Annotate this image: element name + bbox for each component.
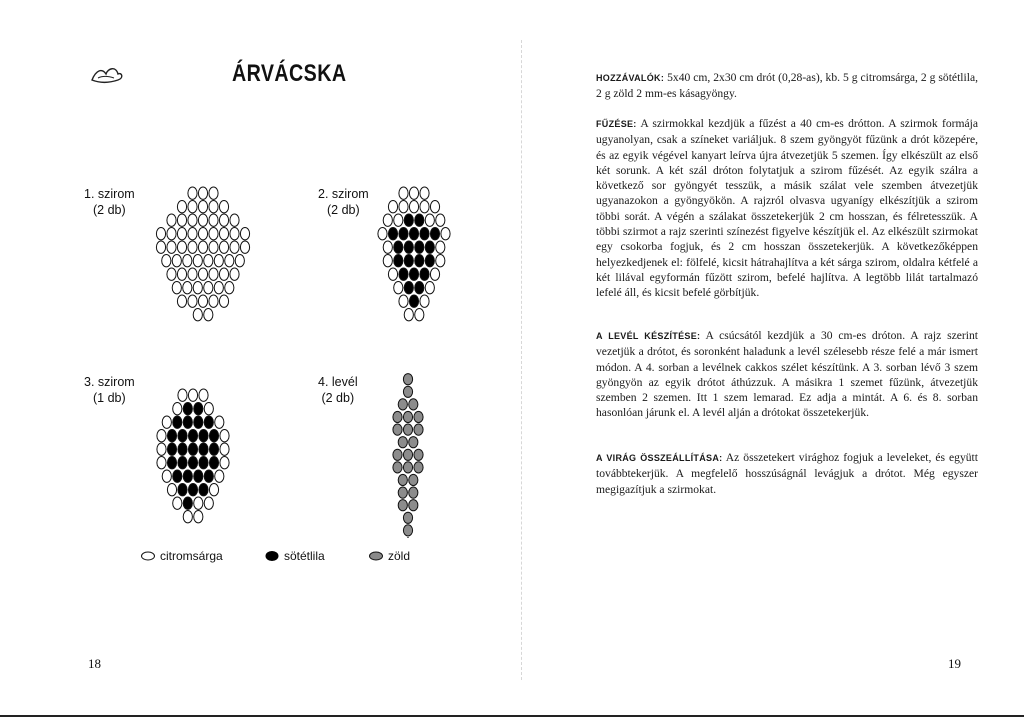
bead [209, 187, 218, 199]
bead [425, 282, 434, 294]
bead [204, 497, 213, 509]
bead [394, 214, 403, 226]
bead [404, 282, 413, 294]
bead [425, 214, 434, 226]
bead [230, 241, 239, 253]
bead [393, 424, 402, 435]
bead [398, 487, 407, 498]
bead [183, 416, 192, 428]
bead [403, 525, 412, 536]
bead [394, 241, 403, 253]
bead [430, 268, 439, 280]
bead [214, 255, 223, 267]
bead [162, 255, 171, 267]
bead [430, 228, 439, 240]
bead [198, 228, 207, 240]
bead [383, 214, 392, 226]
bead [420, 295, 429, 307]
bead [409, 399, 418, 410]
bead [225, 282, 234, 294]
bead [209, 484, 218, 496]
leaf-body: A csúcsától kezdjük a 30 cm-es dróton. A rajz szerint vezetjük a drótot, és soronként haladunk a levél szélesebb része felé a már ismert módon. A 4. sorban a levélnek cakkos szélet készítünk. A 3. sorban lévő 3 szem gyöngyön az egyik drótot áthúzzuk. A másikra 1 szemet fűzünk, átvezetjük szemben 2 szemen. Itt 1 szem lemarad. Ez adja a mintát. A 6. és 8. sorban hasonlóan járunk el. A levél alján a drótokat összetekerjük. [596, 329, 978, 420]
bead [219, 228, 228, 240]
bead [193, 255, 202, 267]
bead [209, 430, 218, 442]
legend-purple-label: sötétlila [284, 549, 325, 563]
bead [415, 241, 424, 253]
leaf-section [596, 328, 978, 421]
bead [420, 268, 429, 280]
pattern-4-name: 4. levél [318, 375, 358, 389]
bead [177, 201, 186, 213]
bead [214, 282, 223, 294]
bead [188, 214, 197, 226]
bead [398, 437, 407, 448]
bead [398, 399, 407, 410]
bead [198, 201, 207, 213]
bead [199, 457, 208, 469]
bead [188, 295, 197, 307]
bead [173, 497, 182, 509]
bead [399, 201, 408, 213]
bead [220, 457, 229, 469]
bead [178, 484, 187, 496]
bead [399, 228, 408, 240]
assembly-section [596, 450, 978, 497]
bead [167, 241, 176, 253]
bead [177, 268, 186, 280]
bead [183, 497, 192, 509]
pattern-2-count: (2 db) [327, 203, 360, 217]
bead [403, 449, 412, 460]
bead [436, 255, 445, 267]
bead [167, 228, 176, 240]
bead [173, 403, 182, 415]
bead [409, 474, 418, 485]
bead [193, 282, 202, 294]
bead [167, 484, 176, 496]
bead [436, 214, 445, 226]
bead [194, 497, 203, 509]
bead [209, 241, 218, 253]
bead [178, 430, 187, 442]
bead [178, 389, 187, 401]
bead [403, 462, 412, 473]
bead [177, 214, 186, 226]
legend-green [368, 549, 410, 563]
pattern-1-name: 1. szirom [84, 187, 135, 201]
bead [198, 268, 207, 280]
bead [409, 201, 418, 213]
bead [230, 214, 239, 226]
bead [393, 462, 402, 473]
bead [178, 443, 187, 455]
bead [198, 187, 207, 199]
bead [157, 457, 166, 469]
bead [425, 241, 434, 253]
bead [177, 241, 186, 253]
bead [204, 470, 213, 482]
legend-yellow-label: citromsárga [160, 549, 223, 563]
bead [404, 214, 413, 226]
bead [414, 411, 423, 422]
bead [209, 457, 218, 469]
leaf-heading: A LEVÉL KÉSZÍTÉSE: [596, 331, 701, 341]
legend-purple [264, 549, 325, 563]
bead [172, 282, 181, 294]
assembly-heading: A VIRÁG ÖSSZEÁLLÍTÁSA: [596, 453, 723, 463]
bead [209, 201, 218, 213]
bead [219, 214, 228, 226]
bead [220, 443, 229, 455]
bead [209, 443, 218, 455]
bead [409, 187, 418, 199]
pattern-2-label [318, 186, 369, 218]
green-bead-icon [368, 551, 384, 561]
bead [162, 470, 171, 482]
bead [215, 416, 224, 428]
bead [414, 462, 423, 473]
bead [194, 470, 203, 482]
bead [199, 443, 208, 455]
bead [198, 241, 207, 253]
bead [430, 201, 439, 213]
bead [198, 214, 207, 226]
bead [204, 255, 213, 267]
bead [388, 228, 397, 240]
bead [441, 228, 450, 240]
bead [156, 241, 165, 253]
page-title: ÁRVÁCSKA [232, 60, 347, 87]
bead [199, 430, 208, 442]
bead [183, 511, 192, 523]
bead [167, 214, 176, 226]
bead [393, 449, 402, 460]
pattern-3-bead-diagram [138, 388, 248, 538]
bead [399, 187, 408, 199]
bead [225, 255, 234, 267]
pattern-2-name: 2. szirom [318, 187, 369, 201]
bead [399, 295, 408, 307]
bead [188, 457, 197, 469]
bead [409, 437, 418, 448]
bead [404, 255, 413, 267]
pattern-3-name: 3. szirom [84, 375, 135, 389]
bead [409, 295, 418, 307]
pattern-4-bead-diagram [378, 372, 438, 538]
bead [230, 268, 239, 280]
bead [188, 430, 197, 442]
yellow-bead-icon [140, 551, 156, 561]
bead [183, 255, 192, 267]
pattern-3-label [84, 374, 135, 406]
bead [177, 228, 186, 240]
page-number-left: 18 [88, 656, 101, 671]
materials-section [596, 70, 978, 102]
bead [383, 255, 392, 267]
bead [204, 416, 213, 428]
stringing-section [596, 116, 978, 301]
bead [199, 389, 208, 401]
bead [204, 282, 213, 294]
purple-bead-icon [264, 551, 280, 561]
bead [177, 295, 186, 307]
stringing-heading: FŰZÉSE: [596, 119, 637, 129]
bead [414, 449, 423, 460]
bottom-rule [0, 715, 1024, 717]
bead [162, 416, 171, 428]
bead [404, 309, 413, 321]
bead [425, 255, 434, 267]
bead [383, 241, 392, 253]
bead [378, 228, 387, 240]
pattern-1-count: (2 db) [93, 203, 126, 217]
assembly-body: Az összetekert virághoz fogjuk a leveleket, és együtt továbbtekerjük. A megfelelő hosszúságnál levágjuk a drótot. Még egyszer megigazítjuk a szirmokat. [596, 451, 978, 496]
bead [415, 309, 424, 321]
bead [403, 374, 412, 385]
bead [415, 214, 424, 226]
bead [188, 443, 197, 455]
bead [219, 295, 228, 307]
bead [199, 484, 208, 496]
bead [209, 214, 218, 226]
bead [415, 255, 424, 267]
bead [409, 500, 418, 511]
bead [398, 474, 407, 485]
flower-decoration-icon [88, 64, 128, 88]
bead [173, 470, 182, 482]
bead [188, 268, 197, 280]
bead [219, 201, 228, 213]
bead [415, 282, 424, 294]
bead [167, 268, 176, 280]
bead [188, 187, 197, 199]
bead [230, 228, 239, 240]
bead [209, 268, 218, 280]
bead [188, 484, 197, 496]
stringing-body: A szirmokkal kezdjük a fűzést a 40 cm-es drótton. A szirmok formája ugyanolyan, csak a színeket variáljuk. 8 szem gyöngyöt fűzünk a drót közepére, és az egyik végével kanyart leírva újra átvezetjük 5 szemen. Így elkészült az első két sorunk. A két szál dróton folytatjuk a szirom fűzését. Az egyik szálra a következő sor gyöngyét tesszük, a másik szálat vele szemben átvezetjük ugyanazokon a gyöngyökön. A rajzról olvasva ugyanígy elkészítjük a szirom többi sorát. A végén a szálakat összetekerjük 2 cm hosszan, és félretesszük. A többi szirmot a rajz szerinti színezést figyelve készítjük el. Az elkészült szirmokat egy csokorba fogjuk, és 2 cm hosszan összetekerjük. A következőképpen helyezkedjenek el: fölfelé, kicsit hátrahajlítva a két sárga szirom, oldalra kétfelé a két lilával egyformán fűzött szirom, befelé hajlítva. A legtöbb lilát tartalmazó lefelé áll, és kicsit befelé görbítjük. [596, 117, 979, 300]
bead [404, 241, 413, 253]
bead [388, 268, 397, 280]
bead [403, 386, 412, 397]
bead [394, 255, 403, 267]
bead [420, 228, 429, 240]
bead [403, 411, 412, 422]
bead [215, 470, 224, 482]
bead [204, 403, 213, 415]
bead [409, 228, 418, 240]
page-number-right: 19 [948, 656, 961, 671]
bead [394, 282, 403, 294]
bead [209, 228, 218, 240]
bead [204, 309, 213, 321]
bead [172, 255, 181, 267]
bead [183, 282, 192, 294]
legend-green-label: zöld [388, 549, 411, 563]
bead [240, 241, 249, 253]
bead [156, 228, 165, 240]
bead [188, 389, 197, 401]
bead [183, 470, 192, 482]
bead [235, 255, 244, 267]
pattern-4-label [318, 374, 358, 406]
bead [220, 430, 229, 442]
bead [409, 487, 418, 498]
bead [409, 268, 418, 280]
bead [194, 403, 203, 415]
bead [167, 443, 176, 455]
bead [393, 411, 402, 422]
bead [178, 457, 187, 469]
bead [209, 295, 218, 307]
bead [198, 295, 207, 307]
materials-heading: HOZZÁVALÓK: [596, 73, 665, 83]
pattern-2-bead-diagram [366, 186, 462, 336]
bead [398, 500, 407, 511]
bead [193, 309, 202, 321]
bead [436, 241, 445, 253]
pattern-1-label [84, 186, 135, 218]
bead [188, 228, 197, 240]
pattern-4-count: (2 db) [321, 391, 355, 405]
bead [240, 228, 249, 240]
pattern-3-count: (1 db) [93, 391, 126, 405]
pattern-1-bead-diagram [140, 186, 266, 336]
bead [414, 424, 423, 435]
bead [420, 187, 429, 199]
legend-yellow [140, 549, 223, 563]
bead [403, 424, 412, 435]
bead [183, 403, 192, 415]
bead [194, 511, 203, 523]
bead [157, 430, 166, 442]
bead [167, 457, 176, 469]
bead [420, 201, 429, 213]
materials-body: 5x40 cm, 2x30 cm drót (0,28-as), kb. 5 g citromsárga, 2 g sötétlila, 2 g zöld 2 mm-es kásagyöngy. [596, 71, 978, 101]
bead [188, 241, 197, 253]
bead [399, 268, 408, 280]
bead [388, 201, 397, 213]
bead [194, 416, 203, 428]
bead [157, 443, 166, 455]
bead [403, 512, 412, 523]
bead [188, 201, 197, 213]
bead [173, 416, 182, 428]
bead [167, 430, 176, 442]
bead [219, 268, 228, 280]
bead [219, 241, 228, 253]
